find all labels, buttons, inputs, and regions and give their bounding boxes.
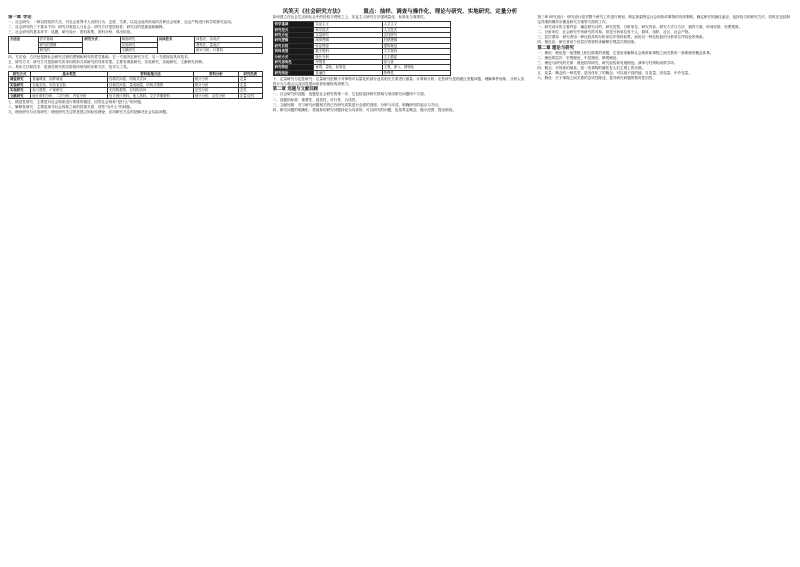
table-cell: 定性 xyxy=(238,88,262,93)
table-cell: 定性分析 xyxy=(193,88,238,93)
table-cell: 实地研究 xyxy=(9,88,31,93)
table-cell: 官方统计资料、他人资料、文字声像资料 xyxy=(108,93,194,98)
table-cell: 定性研究 xyxy=(382,32,450,37)
column-1 xyxy=(8,15,263,563)
paragraph: 三、层次谬误：研究者用一种比较高的分析单位作资料收集，而用另一种比较低的分析单位作结论的现象。 xyxy=(537,35,707,40)
table-cell: 资料类型 xyxy=(273,49,314,54)
paragraph: 十、定量研究与定性研究：定量研究依赖于对事物可以量化的部分及其相关关系进行测量、计算和分析；定性研究是指通过发掘问题、理解事件现象、分析人类的行为与观点以及回答提问来获取敏锐的洞察力。 xyxy=(272,77,525,87)
column-2 xyxy=(273,15,528,563)
table-cell: 分析方式 xyxy=(273,54,314,59)
columns xyxy=(8,15,792,563)
table-header: 基本类型 xyxy=(31,71,108,76)
paragraph: 五、变量：概念的一种类型，是具体化了的概念，可以取不同的值。自变量、因变量、中介变量。 xyxy=(537,71,692,76)
table-cell: 观察法、量表法 xyxy=(194,42,262,47)
paragraph: 二、社会研究的三个基本不同：研究对象是人与社会；研究方法是经验性；研究目的是探索和解释。 xyxy=(8,25,167,30)
chapter-heading: 第二章 理论与研究 xyxy=(537,45,574,51)
table-cell: 具体技术 xyxy=(157,37,194,53)
paragraph: 六、具体方法和技术：是指在研究的各阶段所使用的各种方法、技术与工具。 xyxy=(8,64,131,69)
paragraph: 五、研究方式：研究方式是指研究所采用的形式或研究的具体类型。主要有调查研究、实验研究、实地研究、文献研究四种。 xyxy=(8,59,206,64)
paragraph: 一、研究设计的主要内容：确定研究目的、研究类型、分析单位、研究内容、研究方式与方法、抽样方案、时间安排、经费预算。 xyxy=(537,25,743,30)
table-cell: 实验研究 xyxy=(9,82,31,87)
table-cell: 哲学基础 xyxy=(38,37,83,42)
paragraph: 三、社会研究的基本环节：选题、研究设计、资料收集、资料分析、得出结论。 xyxy=(8,30,134,35)
paragraph: 六、假设：关于事物之间关系的尝试性陈述，是对研究问题的暂时性回答。 xyxy=(537,76,656,81)
table-cell: 研究范式 xyxy=(273,27,314,32)
document-header xyxy=(8,6,792,15)
table-row xyxy=(9,93,263,98)
table-cell: 定量 xyxy=(238,77,262,82)
table-cell: 调查研究 xyxy=(120,37,157,42)
table-cell: 特殊性 xyxy=(382,70,450,75)
table-cell: 归纳逻辑 xyxy=(382,38,450,43)
table-cell: 研究方法 xyxy=(273,32,314,37)
table-header: 研究性质 xyxy=(238,71,262,76)
paragraph: 三、文献回顾：对与研究问题相关的已有研究成果进行全面的查阅、分析与评述，明确研究的起点与方向。 xyxy=(272,102,442,107)
table-cell: 主观、深入、情境化 xyxy=(382,65,450,70)
paragraph: 一、理论：理论是一组逻辑上相互联系的命题，它是用来解释社会现象和事物之间关系的一套系统的概念体系。 xyxy=(537,50,714,55)
table-cell: 定量/定性 xyxy=(238,93,262,98)
table-cell: 文献研究 xyxy=(120,48,157,53)
table-cell: 定量 xyxy=(238,82,262,87)
table-cell: 研究特征 xyxy=(273,65,314,70)
focus-line: 重点：抽样、调查与操作化、理论与研究、实地研究、定量分析 xyxy=(363,8,518,15)
paragraph: 三、理论与研究的关系：理论指导研究，研究检验和发展理论。演绎与归纳构成科学环。 xyxy=(537,60,678,65)
paragraph: 二、分析单位：社会研究中所研究的对象。常见分析单位有个人、群体、组织、社区、社会产物。 xyxy=(537,30,692,35)
table-cell: 研究逻辑 xyxy=(273,38,314,43)
paragraph: 四、概念：对现象的抽象，是一类事物的属性在人们主观上的反映。 xyxy=(537,65,646,70)
chapter-heading: 第一章 导论 xyxy=(8,15,32,20)
paragraph: 二、理论的层次：宏观理论、中层理论、微观理论。 xyxy=(537,55,620,60)
table-cell: 研究者角色 xyxy=(273,59,314,64)
paradigm-comparison-table xyxy=(273,21,451,76)
table-cell: 科学范式 xyxy=(314,27,382,32)
paragraph: 一、社会研究：一种以经验的方式，对社会世界中人们的行为、态度、关系，以及由此所形成的各种社会现象、社会产物进行科学的探究活动。 xyxy=(8,20,235,25)
table-cell: 统计分析 xyxy=(314,54,382,59)
table-cell: 旁观者 xyxy=(314,59,382,64)
table-cell: 实地实验、实验室实验 xyxy=(31,82,108,87)
paragraph: 四、方法论：方法论是指社会研究过程的逻辑和研究的哲学基础。它一方面决定研究方式，另一方面规范具体技术。 xyxy=(8,54,192,59)
table-cell: 人文范式 xyxy=(382,27,450,32)
table-cell: 统计分析、定性分析 xyxy=(193,93,238,98)
table-header: 资料分析 xyxy=(193,71,238,76)
table-cell: 人文主义 xyxy=(382,22,450,27)
table-cell: 方法论 xyxy=(9,37,39,53)
table-cell: 研究方式 xyxy=(83,37,120,53)
table-cell: 自填式问卷、结构式访问 xyxy=(108,77,194,82)
paragraph: 一、社会研究的选题：选题是社会研究的第一步，它包括选择研究领域与形成研究问题两个方面。 xyxy=(272,92,428,97)
table-cell: 调查研究 xyxy=(9,77,31,82)
table-cell: 验证理论 xyxy=(314,43,382,48)
table-header: 研究方式 xyxy=(9,71,31,76)
table-cell: 研究的逻辑 xyxy=(38,42,83,47)
methodology-table xyxy=(8,36,263,53)
paragraph: 如何建立在社会生活和社会中的经验与观察之上，实证主义研究方法强调量化、标准化与客观性。 xyxy=(272,15,428,19)
paragraph: 第三章 研究设计：研究设计是对整个研究工作进行规划，制定探索特定社会现象或事物的具体策略，确定研究的最佳途径，选择恰当的研究方法，同时还包括制定详细的操作步骤及研究方案等方面的工作。 xyxy=(537,15,791,25)
table-cell: 实证主义 xyxy=(314,22,382,27)
table-cell: 定量研究 xyxy=(314,32,382,37)
table-cell: 文字描述 xyxy=(382,54,450,59)
document-title: 风笑天《社会研究方法》 xyxy=(282,8,344,15)
table-cell: 统计分析 xyxy=(193,82,238,87)
table-cell: 统计分析 xyxy=(193,77,238,82)
table-cell: 问卷法、访谈法 xyxy=(194,37,262,42)
table-row xyxy=(9,48,263,53)
table-cell: 无结构观察、无结构访问 xyxy=(108,88,194,93)
paragraph: 八、解释性研究：主要是探寻社会现象之间的因果关系，回答"为什么"的问题。 xyxy=(8,105,134,109)
paragraph: 四、研究问题的明确化：将抽象的研究问题转化为具体的、可以研究的问题，包括界定概念、缩小范围、提出假设。 xyxy=(272,107,456,112)
table-cell: 统计资料分析、二次分析、内容分析 xyxy=(31,93,108,98)
research-modes-table xyxy=(8,71,263,99)
table-cell: 统计分析、计算机 xyxy=(194,48,262,53)
table-cell: 文献研究 xyxy=(9,93,31,98)
table-cell: 自填式问卷、量表测量、结构式观察 xyxy=(108,82,194,87)
paragraph: 九、理论研究与应用研究：理论研究关注的是建立和检验理论；应用研究关注的是解决社会实际问题。 xyxy=(8,110,170,115)
table-cell: 普遍性 xyxy=(314,70,382,75)
table-cell: 研究的 xyxy=(38,48,83,53)
table-cell: 研究目的 xyxy=(273,43,314,48)
table-cell: 演绎逻辑 xyxy=(314,38,382,43)
table-header: 资料收集方法 xyxy=(108,71,194,76)
table-cell: 研究结论 xyxy=(273,70,314,75)
table-row xyxy=(273,70,450,75)
paragraph: 四、简化论：研究者用个体层次的资料来解释宏观层次的现象。 xyxy=(537,40,638,45)
paragraph: 二、选题的标准：重要性、创造性、可行性、合适性。 xyxy=(272,97,359,102)
table-cell: 客观、量化、标准化 xyxy=(314,65,382,70)
table-cell: 参与者 xyxy=(382,59,450,64)
chapter-heading: 第二章 选题与文献回顾 xyxy=(272,87,319,93)
table-cell: 哲学基础 xyxy=(273,22,314,27)
table-cell: 普遍调查、抽样调查 xyxy=(31,77,108,82)
table-cell: 实验研究 xyxy=(120,42,157,47)
table-cell: 数字资料 xyxy=(314,49,382,54)
table-cell: 建构理论 xyxy=(382,43,450,48)
table-cell: 文字资料 xyxy=(382,49,450,54)
table-cell: 参与观察、个案研究 xyxy=(31,88,108,93)
paragraph: 七、描述性研究：主要是对社会现象进行系统的描述，回答社会现象"是什么"的问题。 xyxy=(8,99,145,104)
column-3 xyxy=(537,15,792,563)
